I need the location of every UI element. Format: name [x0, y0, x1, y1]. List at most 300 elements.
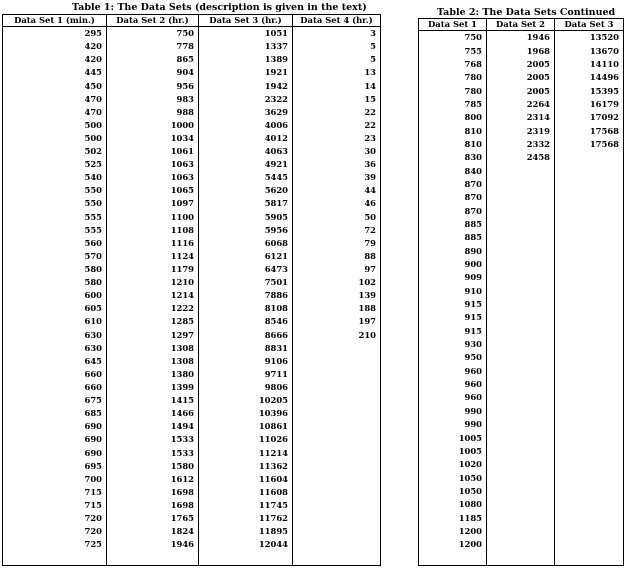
table-cell — [555, 298, 624, 311]
table-cell: 5445 — [199, 171, 293, 184]
table-cell — [555, 538, 624, 551]
table-row — [419, 231, 624, 244]
table-cell: 555 — [84, 211, 102, 222]
table-cell: 910 — [464, 285, 482, 296]
table-cell: 139 — [293, 289, 381, 302]
table-cell: 1050 — [458, 485, 482, 496]
table-cell: 13 — [293, 66, 381, 79]
table-cell — [487, 445, 555, 458]
table-cell — [487, 258, 555, 271]
table-cell: 1005 — [458, 432, 482, 443]
table-cell: 14 — [293, 79, 381, 92]
table-cell: 1533 — [107, 447, 199, 460]
table-cell: 4921 — [199, 158, 293, 171]
table-row — [419, 498, 624, 511]
table-row — [419, 311, 624, 324]
table-row — [419, 458, 624, 471]
table-cell — [555, 218, 624, 231]
table-row — [419, 365, 624, 378]
table-row — [419, 98, 624, 111]
table-row — [419, 351, 624, 364]
table-cell — [487, 431, 555, 444]
data-table-1 — [2, 14, 381, 566]
table-cell: 988 — [107, 106, 199, 119]
table-cell: 1308 — [107, 342, 199, 355]
table-cell — [555, 485, 624, 498]
table-cell — [555, 204, 624, 217]
table-row — [419, 84, 624, 97]
table-cell: 72 — [293, 224, 381, 237]
table-cell: 690 — [84, 434, 102, 445]
table-cell: 7501 — [199, 276, 293, 289]
table-cell: 800 — [464, 112, 482, 123]
table-cell: 1063 — [107, 158, 199, 171]
table-row — [3, 420, 381, 433]
table-cell — [487, 471, 555, 484]
table-cell: 5817 — [199, 197, 293, 210]
table-cell: 46 — [293, 197, 381, 210]
table-cell — [293, 381, 381, 394]
table-cell: 956 — [107, 79, 199, 92]
table-row — [419, 124, 624, 137]
table-cell: 9711 — [199, 368, 293, 381]
table-cell: 2005 — [487, 58, 555, 71]
table-cell — [487, 325, 555, 338]
table-cell: 7886 — [199, 289, 293, 302]
table-row — [419, 178, 624, 191]
table-row — [3, 93, 381, 106]
table-row — [3, 329, 381, 342]
table-row — [419, 258, 624, 271]
table-cell: 1034 — [107, 132, 199, 145]
table1-header-row — [3, 15, 381, 27]
table-row — [3, 263, 381, 276]
table-cell — [487, 405, 555, 418]
table-cell: 1968 — [487, 44, 555, 57]
table-cell: 3 — [293, 27, 381, 41]
table-cell: 420 — [84, 54, 102, 65]
table-cell — [555, 511, 624, 524]
table-cell: 79 — [293, 237, 381, 250]
table-row — [3, 460, 381, 473]
table-row — [419, 431, 624, 444]
table-cell: 830 — [464, 152, 482, 163]
table-cell: 870 — [464, 205, 482, 216]
table-row — [419, 218, 624, 231]
table-cell: 983 — [107, 93, 199, 106]
table-cell: 5956 — [199, 224, 293, 237]
table-cell — [487, 338, 555, 351]
table-cell: 960 — [464, 392, 482, 403]
table-cell: 8546 — [199, 315, 293, 328]
table-row — [419, 391, 624, 404]
table-cell: 295 — [84, 28, 102, 39]
table-cell — [555, 311, 624, 324]
table-row — [419, 111, 624, 124]
table-cell: 645 — [84, 355, 102, 366]
table-cell: 11745 — [199, 499, 293, 512]
table-row — [3, 158, 381, 171]
table-cell: 1210 — [107, 276, 199, 289]
table-cell: 5905 — [199, 211, 293, 224]
table-cell: 1612 — [107, 473, 199, 486]
table-cell — [487, 298, 555, 311]
table-row — [3, 145, 381, 158]
table-cell: 1108 — [107, 224, 199, 237]
table-row — [419, 485, 624, 498]
filler-cell — [107, 551, 199, 565]
table-cell: 930 — [464, 339, 482, 350]
table2-header-row — [419, 19, 624, 31]
table-cell: 30 — [293, 145, 381, 158]
table-row — [3, 171, 381, 184]
table-row — [3, 276, 381, 289]
column-header: Data Set 1 — [419, 19, 487, 31]
table-row — [419, 405, 624, 418]
table-cell — [555, 338, 624, 351]
table-cell: 915 — [464, 325, 482, 336]
table-cell: 88 — [293, 250, 381, 263]
table-row — [3, 355, 381, 368]
table-cell — [555, 378, 624, 391]
table-cell — [293, 407, 381, 420]
table-cell: 990 — [464, 405, 482, 416]
table-cell: 890 — [464, 245, 482, 256]
table-cell: 865 — [107, 53, 199, 66]
table-cell: 780 — [464, 72, 482, 83]
table-cell: 1100 — [107, 211, 199, 224]
table-cell: 1116 — [107, 237, 199, 250]
table-cell: 700 — [84, 473, 102, 484]
table-cell: 97 — [293, 263, 381, 276]
table-cell: 720 — [84, 513, 102, 524]
table-cell: 1080 — [458, 499, 482, 510]
table-cell — [293, 538, 381, 551]
table-cell — [555, 285, 624, 298]
table-cell: 1222 — [107, 302, 199, 315]
table-cell — [487, 485, 555, 498]
table-cell: 990 — [464, 419, 482, 430]
table-cell: 17568 — [555, 124, 624, 137]
table-row — [419, 298, 624, 311]
column-header: Data Set 2 — [487, 19, 555, 31]
table-row — [3, 224, 381, 237]
table-cell: 5 — [293, 53, 381, 66]
table-cell: 1124 — [107, 250, 199, 263]
table-cell: 1921 — [199, 66, 293, 79]
table-cell — [293, 447, 381, 460]
table-cell: 12044 — [199, 538, 293, 551]
table-cell: 1824 — [107, 525, 199, 538]
table-row — [419, 71, 624, 84]
table-cell: 1065 — [107, 184, 199, 197]
table-row — [3, 302, 381, 315]
table-cell: 755 — [464, 45, 482, 56]
table-cell: 15395 — [555, 84, 624, 97]
table-row — [3, 394, 381, 407]
table1-body — [3, 27, 381, 566]
table-cell: 11762 — [199, 512, 293, 525]
table-row — [3, 250, 381, 263]
table-cell: 525 — [84, 159, 102, 170]
filler-cell — [487, 551, 555, 565]
table-cell: 502 — [84, 146, 102, 157]
table-cell: 14110 — [555, 58, 624, 71]
table-cell: 1285 — [107, 315, 199, 328]
table-cell: 50 — [293, 211, 381, 224]
table-row — [419, 511, 624, 524]
table-cell: 1337 — [199, 40, 293, 53]
table-cell — [293, 355, 381, 368]
table-cell: 1466 — [107, 407, 199, 420]
table-row — [419, 191, 624, 204]
table-cell — [555, 418, 624, 431]
table-cell: 22 — [293, 119, 381, 132]
table-cell — [555, 325, 624, 338]
table-row — [3, 315, 381, 328]
table-cell: 690 — [84, 421, 102, 432]
column-header: Data Set 3 — [555, 19, 624, 31]
table-cell: 2005 — [487, 71, 555, 84]
table-cell: 675 — [84, 395, 102, 406]
column-header: Data Set 4 (hr.) — [293, 15, 381, 27]
table-cell: 1415 — [107, 394, 199, 407]
table-cell: 580 — [84, 277, 102, 288]
table-cell: 44 — [293, 184, 381, 197]
table-cell: 1214 — [107, 289, 199, 302]
table-cell: 1389 — [199, 53, 293, 66]
table-cell: 550 — [84, 185, 102, 196]
table-cell: 22 — [293, 106, 381, 119]
column-header: Data Set 1 (min.) — [3, 15, 107, 27]
table-row — [419, 245, 624, 258]
table-row — [3, 538, 381, 551]
filler-cell — [199, 551, 293, 565]
table2-caption: Table 2: The Data Sets Continued — [437, 7, 616, 18]
table-cell: 1005 — [458, 445, 482, 456]
table-cell: 909 — [464, 272, 482, 283]
table-row — [3, 40, 381, 53]
table-cell — [555, 365, 624, 378]
table-cell — [487, 525, 555, 538]
table-row — [3, 525, 381, 538]
table-row — [419, 151, 624, 164]
table-cell: 5 — [293, 40, 381, 53]
table-cell: 11608 — [199, 486, 293, 499]
table-cell: 870 — [464, 178, 482, 189]
table-cell: 2319 — [487, 124, 555, 137]
table-cell — [555, 405, 624, 418]
table-cell — [487, 538, 555, 551]
table-cell: 960 — [464, 365, 482, 376]
table-cell — [555, 525, 624, 538]
table-cell: 420 — [84, 41, 102, 52]
table-cell: 840 — [464, 165, 482, 176]
table-cell: 685 — [84, 408, 102, 419]
table-cell — [293, 460, 381, 473]
table-row — [419, 471, 624, 484]
table-row — [3, 368, 381, 381]
table1-caption: Table 1: The Data Sets (description is given in the text) — [72, 2, 367, 13]
table-cell: 210 — [293, 329, 381, 342]
table-cell: 610 — [84, 316, 102, 327]
table-cell: 2264 — [487, 98, 555, 111]
table-row — [3, 499, 381, 512]
table-row — [419, 44, 624, 57]
table-cell: 10205 — [199, 394, 293, 407]
table-row — [3, 184, 381, 197]
table-cell — [487, 365, 555, 378]
table-cell — [293, 486, 381, 499]
table-cell: 1946 — [107, 538, 199, 551]
table-cell: 470 — [84, 106, 102, 117]
table-cell: 950 — [464, 352, 482, 363]
table-cell: 3629 — [199, 106, 293, 119]
table-row — [419, 285, 624, 298]
table-cell: 870 — [464, 192, 482, 203]
table-cell — [487, 498, 555, 511]
table-cell — [293, 420, 381, 433]
table-row — [3, 132, 381, 145]
table-cell: 1399 — [107, 381, 199, 394]
table-cell: 1179 — [107, 263, 199, 276]
table-cell: 1297 — [107, 329, 199, 342]
table-cell: 660 — [84, 368, 102, 379]
table-cell: 36 — [293, 158, 381, 171]
table-cell: 810 — [464, 125, 482, 136]
table-cell — [293, 525, 381, 538]
table-row — [3, 433, 381, 446]
table-cell — [555, 245, 624, 258]
table-cell: 6473 — [199, 263, 293, 276]
table-cell: 17568 — [555, 138, 624, 151]
table-cell: 550 — [84, 198, 102, 209]
table-row — [419, 325, 624, 338]
table-row — [419, 31, 624, 45]
table-cell: 9106 — [199, 355, 293, 368]
table-cell: 11604 — [199, 473, 293, 486]
table-cell: 1051 — [199, 27, 293, 41]
table-row — [419, 138, 624, 151]
table-cell: 725 — [84, 539, 102, 550]
table-cell: 15 — [293, 93, 381, 106]
table-row — [3, 407, 381, 420]
table-cell — [555, 431, 624, 444]
table-cell: 555 — [84, 224, 102, 235]
table-cell — [487, 351, 555, 364]
table-cell — [487, 245, 555, 258]
table-cell: 13670 — [555, 44, 624, 57]
table-cell: 780 — [464, 85, 482, 96]
filler-row — [3, 551, 381, 565]
table-cell: 660 — [84, 382, 102, 393]
table-row — [3, 512, 381, 525]
filler-cell — [293, 551, 381, 565]
table-cell — [555, 178, 624, 191]
table-row — [3, 66, 381, 79]
table-cell — [487, 311, 555, 324]
table-row — [3, 211, 381, 224]
table-cell: 2332 — [487, 138, 555, 151]
filler-row — [419, 551, 624, 565]
table-cell — [487, 458, 555, 471]
table-cell: 1494 — [107, 420, 199, 433]
table-cell: 4012 — [199, 132, 293, 145]
table-cell: 9806 — [199, 381, 293, 394]
table-cell — [555, 445, 624, 458]
table-cell: 720 — [84, 526, 102, 537]
table-cell: 11026 — [199, 433, 293, 446]
table-cell: 188 — [293, 302, 381, 315]
table-row — [3, 486, 381, 499]
table-cell: 600 — [84, 290, 102, 301]
table-row — [419, 538, 624, 551]
table-cell: 4006 — [199, 119, 293, 132]
table-row — [3, 53, 381, 66]
table-cell — [293, 473, 381, 486]
table-cell: 630 — [84, 342, 102, 353]
table-cell: 768 — [464, 58, 482, 69]
table-cell — [487, 285, 555, 298]
table-cell: 900 — [464, 259, 482, 270]
table-cell — [293, 433, 381, 446]
table-row — [419, 58, 624, 71]
table-cell: 8666 — [199, 329, 293, 342]
table-row — [3, 289, 381, 302]
table-cell: 690 — [84, 447, 102, 458]
table-cell: 1698 — [107, 486, 199, 499]
table-cell — [293, 512, 381, 525]
table-cell: 1061 — [107, 145, 199, 158]
table-row — [3, 197, 381, 210]
table2-body — [419, 31, 624, 566]
table-cell: 960 — [464, 379, 482, 390]
table-cell: 785 — [464, 98, 482, 109]
table-cell — [293, 368, 381, 381]
table-cell: 8108 — [199, 302, 293, 315]
table-cell: 6121 — [199, 250, 293, 263]
table-cell: 885 — [464, 219, 482, 229]
table-row — [419, 204, 624, 217]
table-cell — [555, 258, 624, 271]
table-cell: 1580 — [107, 460, 199, 473]
table-cell — [555, 498, 624, 511]
table-cell: 1308 — [107, 355, 199, 368]
table-cell: 1765 — [107, 512, 199, 525]
table-cell: 197 — [293, 315, 381, 328]
table-cell — [555, 271, 624, 284]
filler-cell — [419, 551, 487, 565]
table-row — [3, 342, 381, 355]
table-row — [3, 473, 381, 486]
table-cell: 11362 — [199, 460, 293, 473]
table-cell: 1533 — [107, 433, 199, 446]
table-cell — [555, 231, 624, 244]
table-cell: 560 — [84, 237, 102, 248]
table-row — [3, 106, 381, 119]
table-cell: 1050 — [458, 472, 482, 483]
table-cell — [555, 191, 624, 204]
table-cell: 500 — [84, 119, 102, 130]
table-cell: 570 — [84, 250, 102, 261]
table-cell — [487, 391, 555, 404]
table-cell: 1097 — [107, 197, 199, 210]
table-cell: 778 — [107, 40, 199, 53]
table-cell: 500 — [84, 132, 102, 143]
table-cell: 4063 — [199, 145, 293, 158]
table-cell: 915 — [464, 312, 482, 323]
table-cell — [487, 511, 555, 524]
